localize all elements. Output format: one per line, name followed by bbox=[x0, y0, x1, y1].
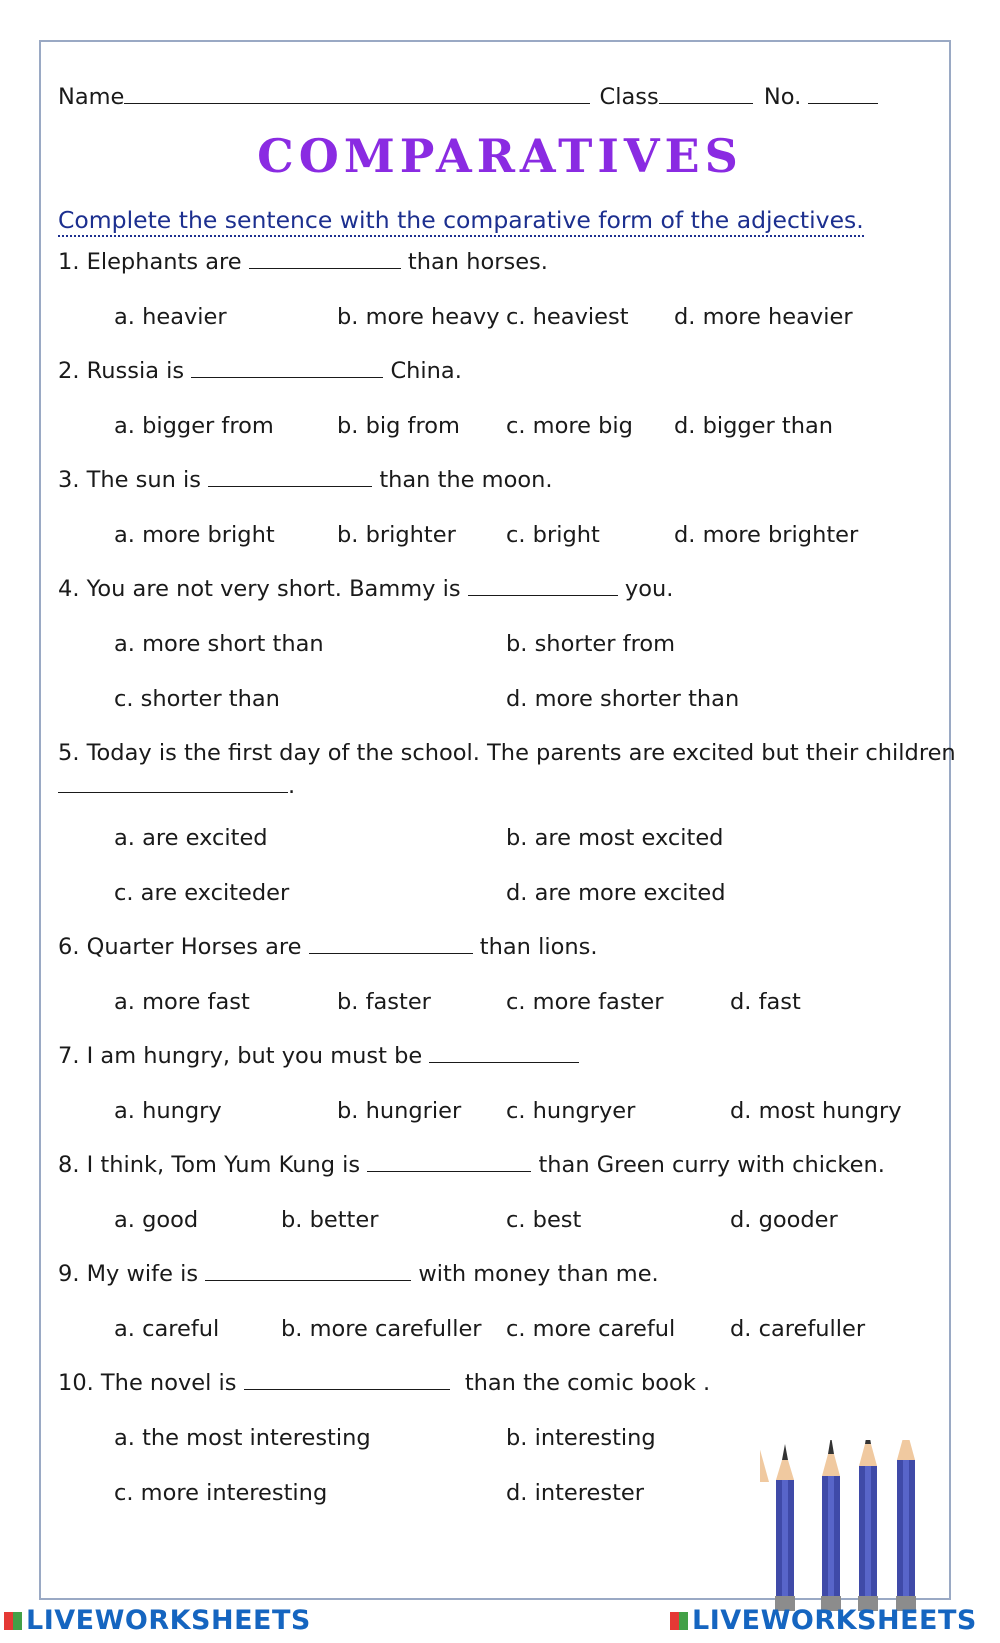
question-text: 10. The novel is bbox=[58, 1370, 237, 1396]
option-9d[interactable]: d. carefuller bbox=[730, 1316, 866, 1342]
option-1d[interactable]: d. more heavier bbox=[674, 304, 853, 330]
question-10 bbox=[58, 1368, 710, 1398]
answer-blank[interactable] bbox=[205, 1260, 411, 1281]
option-8b[interactable]: b. better bbox=[281, 1207, 379, 1233]
option-3b[interactable]: b. brighter bbox=[337, 522, 456, 548]
class-field[interactable] bbox=[659, 83, 753, 104]
logo-text: LIVEWORKSHEETS bbox=[26, 1605, 311, 1636]
option-2d[interactable]: d. bigger than bbox=[674, 413, 834, 439]
option-2b[interactable]: b. big from bbox=[337, 413, 460, 439]
answer-blank[interactable] bbox=[429, 1042, 579, 1063]
option-3c[interactable]: c. bright bbox=[506, 522, 600, 548]
option-9a[interactable]: a. careful bbox=[114, 1316, 220, 1342]
question-text-end: than the moon. bbox=[379, 467, 553, 493]
logo-icon bbox=[4, 1612, 22, 1630]
option-8d[interactable]: d. gooder bbox=[730, 1207, 838, 1233]
option-10b[interactable]: b. interesting bbox=[506, 1425, 656, 1451]
name-label: Name bbox=[58, 84, 125, 110]
question-8 bbox=[58, 1150, 885, 1180]
instruction-text: Complete the sentence with the comparative form of the adjectives. bbox=[58, 205, 864, 237]
question-text-end: than horses. bbox=[407, 249, 548, 275]
option-1a[interactable]: a. heavier bbox=[114, 304, 227, 330]
option-4a[interactable]: a. more short than bbox=[114, 631, 324, 657]
option-7d[interactable]: d. most hungry bbox=[730, 1098, 902, 1124]
question-text: 4. You are not very short. Bammy is bbox=[58, 576, 461, 602]
option-10a[interactable]: a. the most interesting bbox=[114, 1425, 371, 1451]
option-6d[interactable]: d. fast bbox=[730, 989, 801, 1015]
option-3d[interactable]: d. more brighter bbox=[674, 522, 859, 548]
question-text-end: than lions. bbox=[479, 934, 598, 960]
liveworksheets-logo-left bbox=[4, 1604, 311, 1638]
option-5b[interactable]: b. are most excited bbox=[506, 825, 724, 851]
liveworksheets-logo-right bbox=[670, 1604, 977, 1638]
question-text: 6. Quarter Horses are bbox=[58, 934, 302, 960]
question-6 bbox=[58, 932, 597, 962]
answer-blank[interactable] bbox=[309, 933, 473, 954]
option-7c[interactable]: c. hungryer bbox=[506, 1098, 636, 1124]
pencil-1 bbox=[760, 1446, 769, 1482]
answer-blank[interactable] bbox=[367, 1151, 531, 1172]
pencils-illustration bbox=[760, 1440, 920, 1615]
question-text-end: you. bbox=[624, 576, 674, 602]
option-2c[interactable]: c. more big bbox=[506, 413, 633, 439]
answer-blank[interactable] bbox=[208, 466, 372, 487]
question-text-end: China. bbox=[390, 358, 462, 384]
page-title: COMPARATIVES bbox=[257, 129, 743, 183]
option-2a[interactable]: a. bigger from bbox=[114, 413, 274, 439]
number-label: No. bbox=[763, 84, 802, 110]
option-6b[interactable]: b. faster bbox=[337, 989, 431, 1015]
question-4 bbox=[58, 574, 673, 604]
question-7 bbox=[58, 1041, 579, 1071]
question-text: 8. I think, Tom Yum Kung is bbox=[58, 1152, 361, 1178]
option-4d[interactable]: d. more shorter than bbox=[506, 686, 740, 712]
question-2 bbox=[58, 356, 462, 386]
class-label: Class bbox=[599, 84, 659, 110]
question-text-end: with money than me. bbox=[418, 1261, 659, 1287]
option-4c[interactable]: c. shorter than bbox=[114, 686, 280, 712]
question-5-continued bbox=[58, 771, 295, 801]
option-9b[interactable]: b. more carefuller bbox=[281, 1316, 482, 1342]
answer-blank[interactable] bbox=[58, 772, 288, 793]
logo-icon bbox=[670, 1612, 688, 1630]
option-7b[interactable]: b. hungrier bbox=[337, 1098, 462, 1124]
option-6a[interactable]: a. more fast bbox=[114, 989, 250, 1015]
option-6c[interactable]: c. more faster bbox=[506, 989, 664, 1015]
answer-blank[interactable] bbox=[249, 248, 401, 269]
question-text: 3. The sun is bbox=[58, 467, 201, 493]
question-text-end: . bbox=[288, 773, 296, 799]
option-1b[interactable]: b. more heavy bbox=[337, 304, 500, 330]
name-field[interactable] bbox=[124, 83, 590, 104]
option-4b[interactable]: b. shorter from bbox=[506, 631, 676, 657]
question-3 bbox=[58, 465, 553, 495]
answer-blank[interactable] bbox=[244, 1369, 450, 1390]
question-text: 1. Elephants are bbox=[58, 249, 242, 275]
option-1c[interactable]: c. heaviest bbox=[506, 304, 629, 330]
question-5 bbox=[58, 738, 956, 768]
logo-text: LIVEWORKSHEETS bbox=[692, 1605, 977, 1636]
question-text: 2. Russia is bbox=[58, 358, 185, 384]
answer-blank[interactable] bbox=[191, 357, 383, 378]
question-text-end: than the comic book . bbox=[464, 1370, 711, 1396]
question-9 bbox=[58, 1259, 659, 1289]
question-text-end: than Green curry with chicken. bbox=[538, 1152, 885, 1178]
number-field[interactable] bbox=[808, 83, 878, 104]
option-10c[interactable]: c. more interesting bbox=[114, 1480, 328, 1506]
option-5d[interactable]: d. are more excited bbox=[506, 880, 726, 906]
answer-blank[interactable] bbox=[468, 575, 618, 596]
option-10d[interactable]: d. interester bbox=[506, 1480, 644, 1506]
question-1 bbox=[58, 247, 548, 277]
option-5c[interactable]: c. are exciteder bbox=[114, 880, 290, 906]
option-7a[interactable]: a. hungry bbox=[114, 1098, 222, 1124]
question-text: 5. Today is the first day of the school. The parents are excited but their children bbox=[58, 740, 956, 766]
question-text: 9. My wife is bbox=[58, 1261, 199, 1287]
question-text: 7. I am hungry, but you must be bbox=[58, 1043, 423, 1069]
student-info-row bbox=[58, 82, 878, 112]
option-8c[interactable]: c. best bbox=[506, 1207, 582, 1233]
option-5a[interactable]: a. are excited bbox=[114, 825, 268, 851]
option-9c[interactable]: c. more careful bbox=[506, 1316, 676, 1342]
option-8a[interactable]: a. good bbox=[114, 1207, 199, 1233]
option-3a[interactable]: a. more bright bbox=[114, 522, 275, 548]
